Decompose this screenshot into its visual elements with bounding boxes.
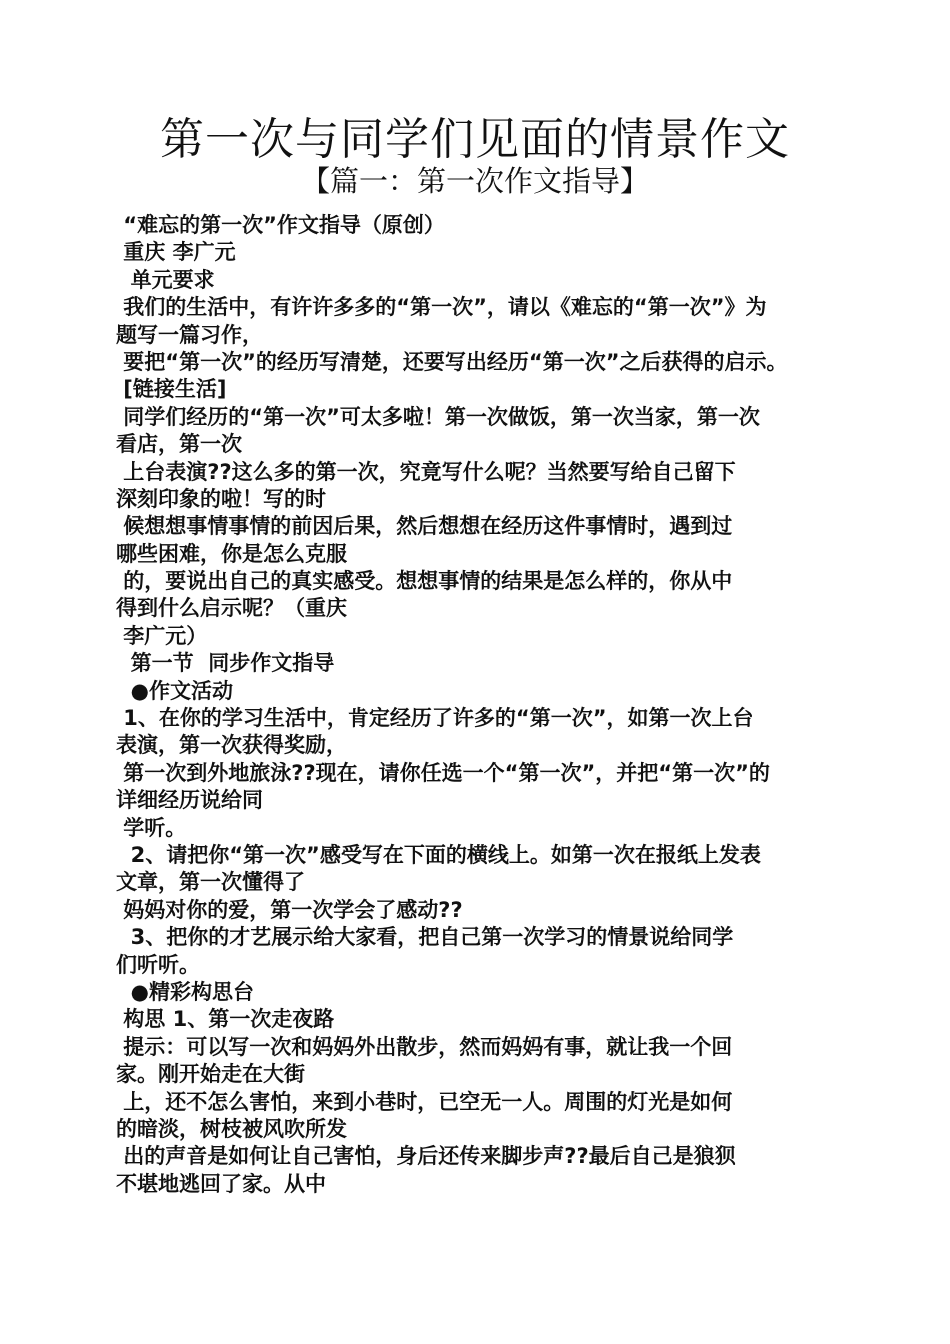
paragraph-line: ●作文活动 — [116, 678, 233, 703]
paragraph-line: 构思 1、第一次走夜路 — [116, 1007, 335, 1032]
paragraph-line: 提示：可以写一次和妈妈外出散步，然而妈妈有事，就让我一个回 — [116, 1034, 733, 1059]
document-title: 第一次与同学们见面的情景作文 — [160, 114, 790, 165]
paragraph-line: 上，还不怎么害怕，来到小巷时，已空无一人。周围的灯光是如何 — [116, 1089, 733, 1114]
paragraph-line: 候想想事情事情的前因后果，然后想想在经历这件事情时，遇到过 — [116, 514, 733, 539]
paragraph-line: 得到什么启示呢？（重庆 — [116, 596, 347, 621]
paragraph-line: 上台表演??这么多的第一次，究竟写什么呢？当然要写给自己留下 — [116, 459, 736, 484]
paragraph-line: 出的声音是如何让自己害怕，身后还传来脚步声??最后自己是狼狈 — [116, 1144, 736, 1169]
paragraph-line: 们听听。 — [116, 952, 200, 977]
paragraph-line: 看店，第一次 — [116, 432, 242, 457]
paragraph-line: 我们的生活中，有许许多多的“第一次”，请以《难忘的“第一次”》为 — [116, 295, 767, 320]
document-body — [116, 212, 846, 1198]
paragraph-line: 单元要求 — [116, 267, 215, 292]
paragraph-line: 文章，第一次懂得了 — [116, 870, 305, 895]
document-subtitle: 【篇一：第一次作文指导】 — [300, 164, 649, 198]
paragraph-line: 李广元） — [116, 623, 208, 648]
paragraph-line: 要把“第一次”的经历写清楚，还要写出经历“第一次”之后获得的启示。 — [116, 349, 788, 374]
paragraph-line: 3、把你的才艺展示给大家看，把自己第一次学习的情景说给同学 — [116, 925, 734, 950]
paragraph-line: 不堪地逃回了家。从中 — [116, 1171, 326, 1196]
paragraph-line: 1、在你的学习生活中，肯定经历了许多的“第一次”，如第一次上台 — [116, 706, 754, 731]
paragraph-line: 第一次到外地旅泳??现在，请你任选一个“第一次”，并把“第一次”的 — [116, 760, 770, 785]
paragraph-line: 2、请把你“第一次”感受写在下面的横线上。如第一次在报纸上发表 — [116, 842, 761, 867]
paragraph-line: 的暗淡，树枝被风吹所发 — [116, 1116, 347, 1141]
paragraph-line: 家。刚开始走在大街 — [116, 1062, 305, 1087]
paragraph-line: 详细经历说给同 — [116, 788, 263, 813]
paragraph-line: 重庆 李广元 — [116, 240, 236, 265]
paragraph-line: [链接生活] — [116, 377, 227, 402]
paragraph-line: 同学们经历的“第一次”可太多啦！第一次做饭，第一次当家，第一次 — [116, 404, 760, 429]
paragraph-line: 妈妈对你的爱，第一次学会了感动?? — [116, 897, 463, 922]
paragraph-line: 题写一篇习作， — [116, 322, 263, 347]
paragraph-line: 表演，第一次获得奖励， — [116, 733, 347, 758]
paragraph-line: 哪些困难，你是怎么克服 — [116, 541, 347, 566]
paragraph-line: 深刻印象的啦！写的时 — [116, 486, 326, 511]
paragraph-line: 第一节 同步作文指导 — [116, 651, 335, 676]
paragraph-line: “难忘的第一次”作文指导（原创） — [116, 213, 445, 237]
paragraph-line: ●精彩构思台 — [116, 979, 254, 1004]
paragraph-line: 的，要说出自己的真实感受。想想事情的结果是怎么样的，你从中 — [116, 569, 733, 594]
paragraph-line: 学听。 — [116, 815, 187, 840]
